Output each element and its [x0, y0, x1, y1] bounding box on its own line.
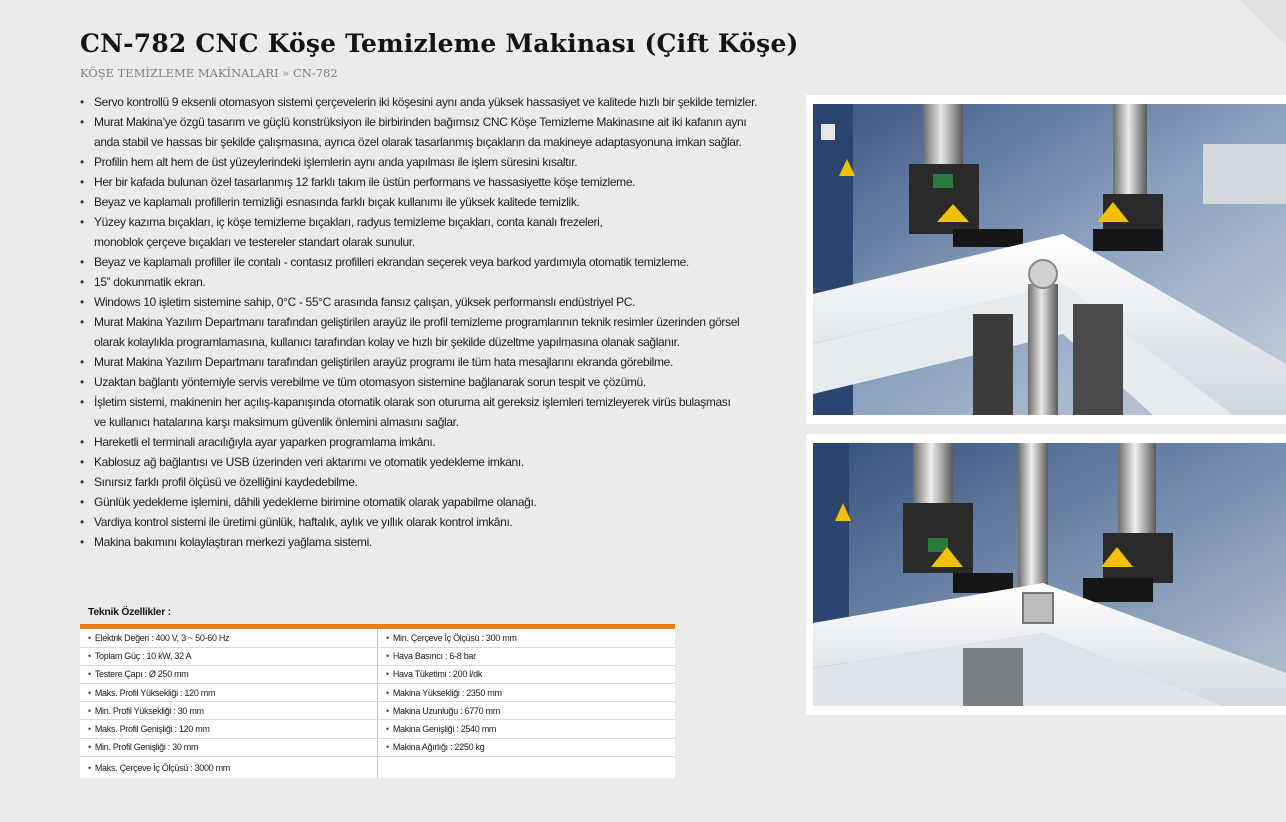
feature-text: • 15” dokunmatik ekran.	[94, 275, 206, 289]
feature-text: • Murat Makina’ye özgü tasarım ve güçlü konstrüksiyon ile birbirinden bağımsız CNC Köşe Temizleme Makinasıne ait iki kafanın aynı	[94, 115, 747, 129]
feature-text: • Beyaz ve kaplamalı profiller ile contalı - contasız profilleri ekrandan seçerek veya barkod yardımıyla otomatik temizleme.	[94, 255, 689, 269]
feature-item	[80, 152, 780, 172]
spec-cell	[378, 684, 676, 702]
feature-item	[80, 512, 780, 532]
bullet-icon: •	[88, 705, 91, 716]
feature-text: • Her bir kafada bulunan özel tasarlanmış 12 farklı takım ile üstün performans ve hassasiyette köşe temizleme.	[94, 175, 636, 189]
spec-cell	[80, 684, 378, 702]
feature-text: olarak kolaylıkla programlamasına, kullanıcı tarafından kolay ve hızlı bir şekilde düzeltme yapılmasına olanak sağlanır.	[94, 335, 680, 349]
spec-cell	[378, 647, 676, 665]
spec-cell	[378, 756, 676, 778]
feature-item	[80, 352, 780, 372]
spec-cell	[378, 720, 676, 738]
bullet-icon: •	[88, 742, 91, 753]
spec-cell	[378, 702, 676, 720]
page-corner-fold	[1240, 0, 1286, 46]
feature-item	[80, 112, 780, 152]
feature-item	[80, 172, 780, 192]
spec-text: Min. Profil Genişliği : 30 mm	[94, 742, 199, 753]
bullet-icon: •	[386, 669, 389, 680]
spec-row	[80, 720, 675, 738]
spec-text: Maks. Profil Yüksekliği : 120 mm	[94, 687, 216, 698]
breadcrumb-separator: »	[282, 66, 290, 80]
feature-text: • Profilin hem alt hem de üst yüzeylerindeki işlemlerin aynı anda yapılması ile işlem süresini kısaltır.	[94, 155, 578, 169]
spec-text: Makina Uzunluğu : 6770 mm	[392, 705, 500, 716]
machine-photo-bottom-image	[813, 443, 1286, 706]
feature-item	[80, 452, 780, 472]
spec-row	[80, 629, 675, 647]
spec-text: Makina Ağırlığı : 2250 kg	[392, 742, 485, 753]
feature-text: • İşletim sistemi, makinenin her açılış-kapanışında otomatik olarak son oturuma ait gereksiz işlemleri temizleyerek virüs bulaşması	[94, 395, 731, 409]
feature-item	[80, 492, 780, 512]
feature-text: • Yüzey kazıma bıçakları, iç köşe temizleme bıçakları, radyus temizleme bıçakları, conta kanalı frezeleri,	[94, 215, 603, 229]
feature-text: • Servo kontrollü 9 eksenli otomasyon sistemi çerçevelerin iki köşesini aynı anda yüksek hassasiyet ve kalitede hızlı bir şekilde temizler.	[94, 95, 758, 109]
feature-item	[80, 292, 780, 312]
feature-text: • Murat Makina Yazılım Departmanı tarafından geliştirilen arayüz programı ile tüm hata mesajlarını ekranda görebilme.	[94, 355, 673, 369]
spec-text: Maks. Çerçeve İç Ölçüsü : 3000 mm	[94, 762, 231, 773]
spec-text: Min. Çerçeve İç Ölçüsü : 300 mm	[392, 632, 517, 643]
spec-text: Toplam Güç : 10 kW, 32 A	[94, 651, 192, 662]
feature-item	[80, 212, 780, 252]
feature-item	[80, 532, 780, 552]
bullet-icon: •	[386, 632, 389, 643]
breadcrumb	[80, 66, 338, 80]
feature-text: • Sınırsız farklı profil ölçüsü ve özelliğini kaydedebilme.	[94, 475, 358, 489]
spec-cell	[80, 629, 378, 647]
bullet-icon: •	[88, 724, 91, 735]
feature-text: • Beyaz ve kaplamalı profillerin temizliği esnasında farklı bıçak kullanımı ile yüksek kalitede temizlik.	[94, 195, 580, 209]
specs-table	[80, 624, 675, 778]
feature-item	[80, 312, 780, 352]
spec-text: Elektrik Değeri : 400 V, 3 ~ 50-60 Hz	[94, 632, 230, 643]
bullet-icon: •	[88, 651, 91, 662]
spec-text: Makina Yüksekliği : 2350 mm	[392, 687, 502, 698]
feature-text: monoblok çerçeve bıçakları ve testereler standart olarak sunulur.	[94, 235, 415, 249]
spec-row	[80, 702, 675, 720]
feature-text: ve kullanıcı hatalarına karşı maksimum güvenlik önlemini almasını sağlar.	[94, 415, 459, 429]
spec-cell	[80, 756, 378, 778]
feature-item	[80, 272, 780, 292]
bullet-icon: •	[386, 742, 389, 753]
feature-item	[80, 252, 780, 272]
feature-item	[80, 392, 780, 432]
feature-text: • Windows 10 işletim sistemine sahip, 0°C - 55°C arasında fansız çalışan, yüksek performanslı endüstriyel PC.	[94, 295, 636, 309]
spec-row	[80, 684, 675, 702]
bullet-icon: •	[88, 632, 91, 643]
spec-cell	[80, 702, 378, 720]
bullet-icon: •	[386, 687, 389, 698]
machine-photo-top	[806, 95, 1286, 424]
spec-text: Hava Basıncı : 6-8 bar	[392, 651, 476, 662]
spec-cell	[378, 738, 676, 756]
spec-cell	[80, 720, 378, 738]
spec-cell	[80, 665, 378, 683]
spec-row	[80, 647, 675, 665]
breadcrumb-current: CN-782	[292, 66, 338, 80]
spec-text: Makina Genişliği : 2540 mm	[392, 724, 497, 735]
feature-text: • Hareketli el terminali aracılığıyla ayar yaparken programlama imkânı.	[94, 435, 436, 449]
feature-item	[80, 92, 780, 112]
spec-cell	[378, 665, 676, 683]
feature-item	[80, 432, 780, 452]
machine-photo-top-image	[813, 104, 1286, 415]
bullet-icon: •	[386, 705, 389, 716]
feature-text: • Günlük yedekleme işlemini, dâhili yedekleme birimine otomatik olarak yapabilme olanağı.	[94, 495, 537, 509]
spec-text: Testere Çapı : Ø 250 mm	[94, 669, 189, 680]
specs-title: Teknik Özellikler :	[88, 606, 171, 618]
spec-cell	[378, 629, 676, 647]
spec-text: Min. Profil Yüksekliği : 30 mm	[94, 705, 204, 716]
spec-row	[80, 738, 675, 756]
feature-item	[80, 192, 780, 212]
feature-text: • Uzaktan bağlantı yöntemiyle servis verebilme ve tüm otomasyon sistemine bağlanarak sorun tespit ve çözümü.	[94, 375, 646, 389]
feature-text: • Vardiya kontrol sistemi ile üretimi günlük, haftalık, aylık ve yıllık olarak kontrol imkânı.	[94, 515, 513, 529]
spec-text: Hava Tüketimi : 200 l/dk	[392, 669, 483, 680]
bullet-icon: •	[88, 669, 91, 680]
bullet-icon: •	[386, 651, 389, 662]
feature-list	[80, 92, 780, 552]
feature-text: • Murat Makina Yazılım Departmanı tarafından geliştirilen arayüz ile profil temizleme programlarının teknik resimler üzerinden görsel	[94, 315, 740, 329]
bullet-icon: •	[88, 687, 91, 698]
spec-row	[80, 665, 675, 683]
spec-row	[80, 756, 675, 778]
breadcrumb-category-link[interactable]: KÖŞE TEMİZLEME MAKİNALARI	[80, 66, 279, 80]
feature-item	[80, 372, 780, 392]
feature-item	[80, 472, 780, 492]
page-title: CN-782 CNC Köşe Temizleme Makinası (Çift Köşe)	[80, 29, 799, 58]
feature-text: anda stabil ve hassas bir şekilde çalışmasına, ayrıca özel olarak tasarlanmış bıçakların da makineye adaptasyonuna imkan sağlar.	[94, 135, 742, 149]
feature-text: • Kablosuz ağ bağlantısı ve USB üzerinden veri aktarımı ve otomatik yedekleme imkanı.	[94, 455, 524, 469]
spec-text: Maks. Profil Genişliği : 120 mm	[94, 724, 210, 735]
feature-text: • Makina bakımını kolaylaştıran merkezi yağlama sistemi.	[94, 535, 372, 549]
machine-photo-bottom	[806, 434, 1286, 715]
bullet-icon: •	[386, 724, 389, 735]
spec-cell	[80, 738, 378, 756]
bullet-icon: •	[88, 762, 91, 773]
spec-cell	[80, 647, 378, 665]
